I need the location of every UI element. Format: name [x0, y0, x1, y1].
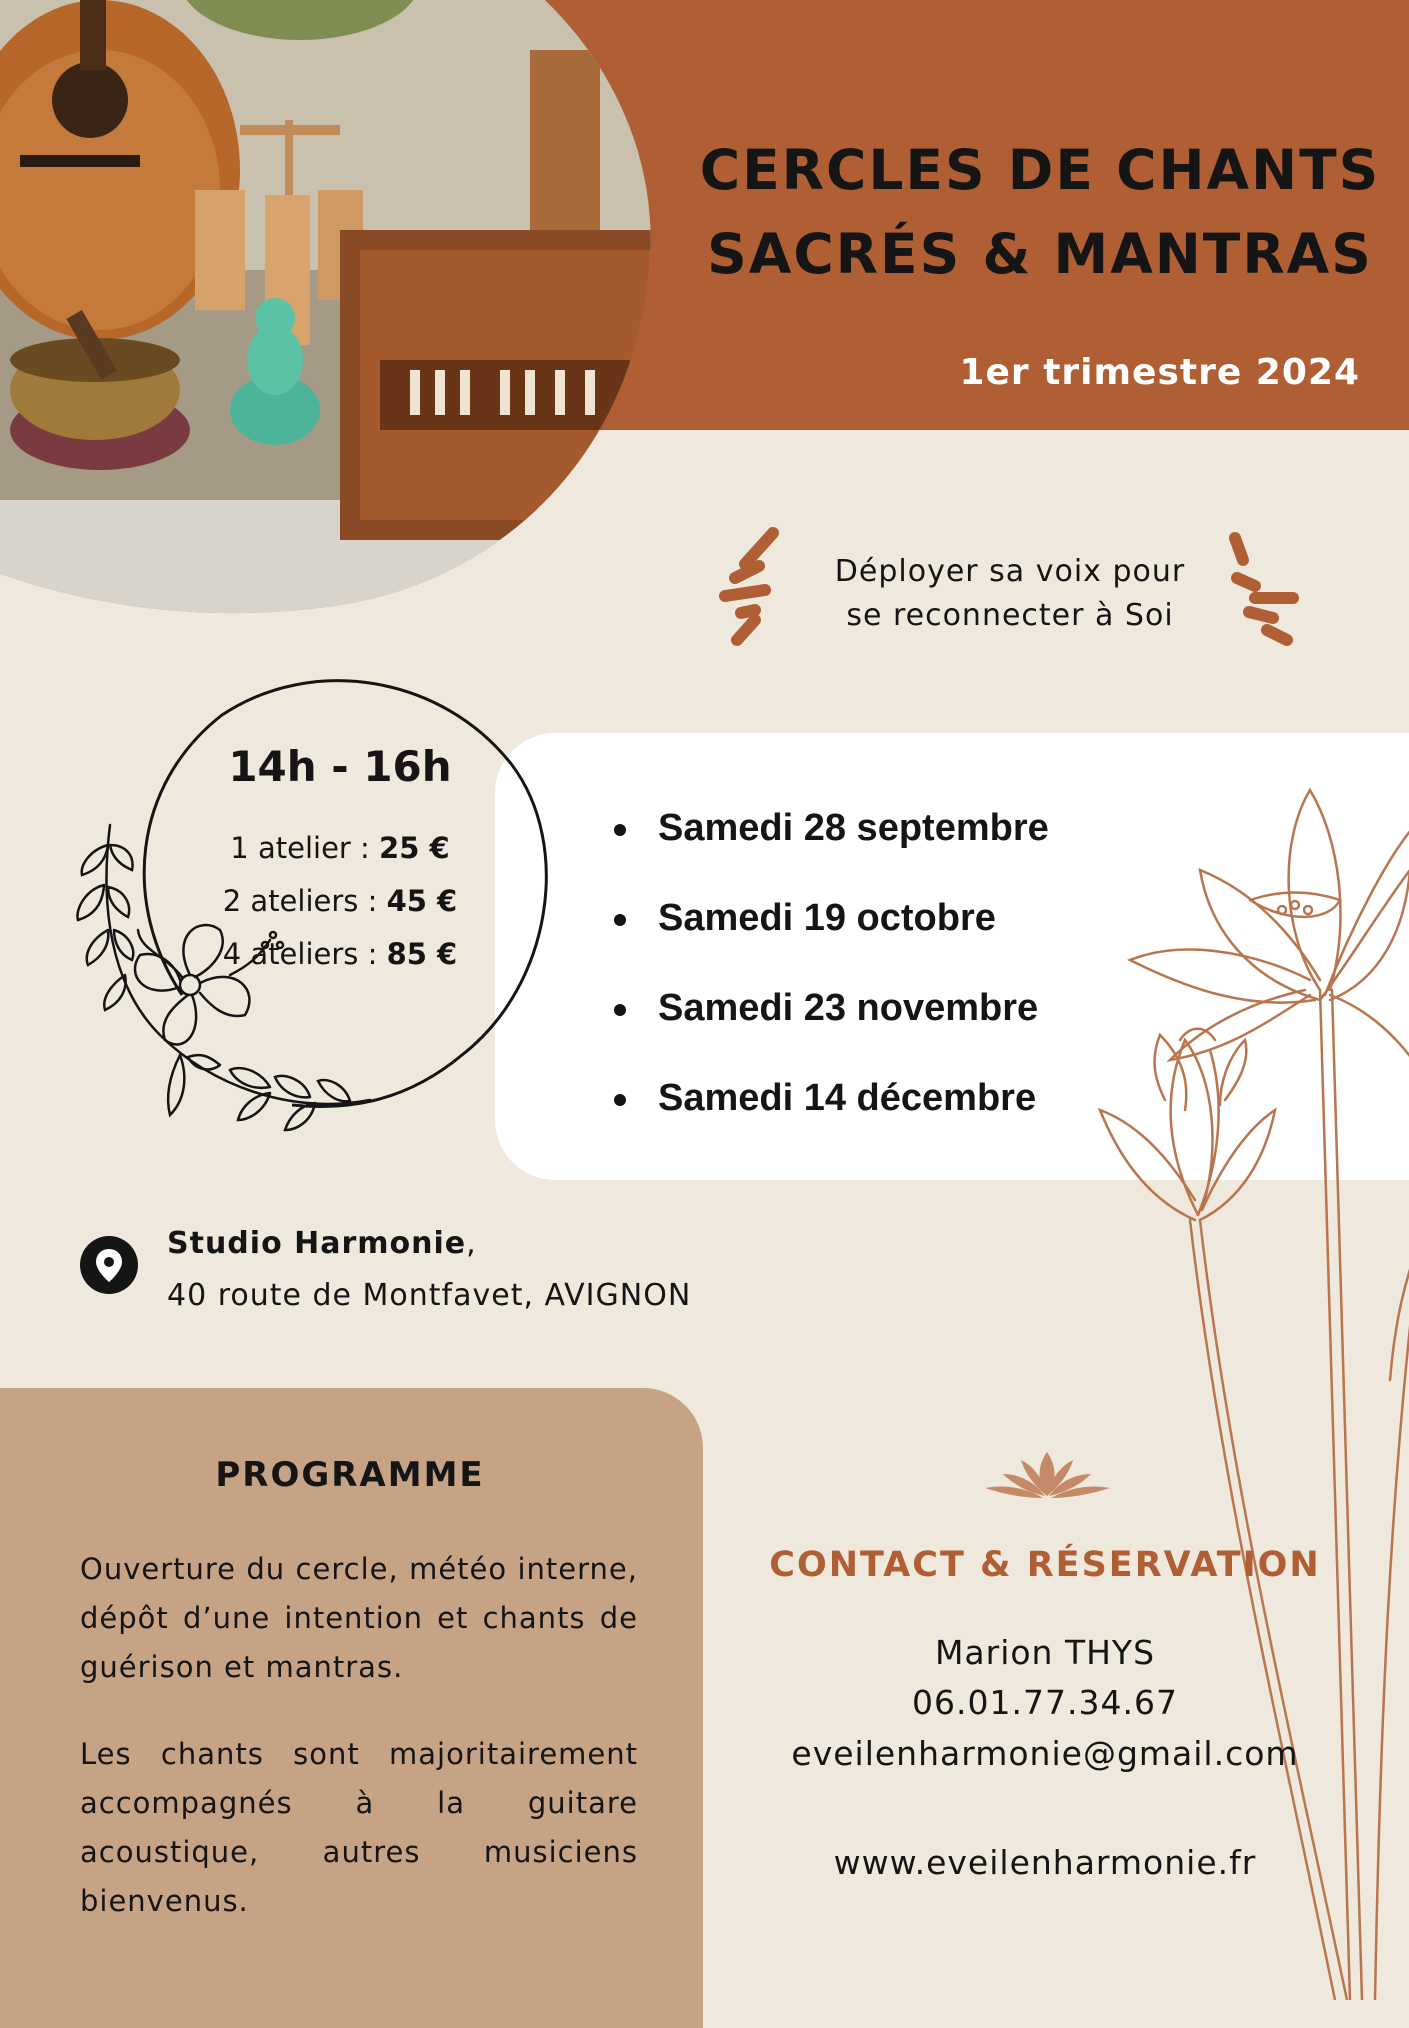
contact-phone[interactable]: 06.01.77.34.67 — [912, 1683, 1178, 1722]
venue-comma: , — [466, 1226, 477, 1261]
tagline — [790, 550, 1230, 638]
dates-list — [600, 796, 1049, 1156]
lotus-icon — [1050, 780, 1409, 2000]
programme-paragraph-1: Ouverture du cercle, météo interne, dépôt d’une intention et chants de guérison et mantras. — [80, 1552, 638, 1684]
venue-name-line — [167, 1218, 691, 1270]
contact-website[interactable]: www.eveilenharmonie.fr — [833, 1843, 1257, 1882]
instruments-photo — [0, 0, 675, 630]
map-pin-icon — [80, 1235, 138, 1295]
page-title — [690, 128, 1390, 296]
lotus-icon — [985, 1448, 1110, 1500]
floral-wreath-icon — [70, 815, 390, 1145]
contact-title: CONTACT & RÉSERVATION — [769, 1545, 1321, 1585]
tagline-line-2: se reconnecter à Soi — [846, 598, 1174, 633]
programme-paragraph-2: Les chants sont majoritairement accompagnés à la guitare acoustique, autres musiciens bienvenus. — [80, 1737, 638, 1918]
price-label: 2 ateliers : — [222, 884, 387, 918]
programme-title: PROGRAMME — [215, 1455, 485, 1495]
tagline-line-1: Déployer sa voix pour — [834, 554, 1186, 589]
contact-email[interactable]: eveilenharmonie@gmail.com — [791, 1734, 1299, 1773]
session-hours: 14h - 16h — [228, 742, 452, 791]
price-value: 25 € — [379, 831, 450, 865]
list-item: Samedi 23 novembre — [600, 976, 1049, 1066]
price-value: 45 € — [386, 884, 458, 918]
title-line-1: CERCLES DE CHANTS — [699, 138, 1381, 202]
venue-street: 40 route de Montfavet, AVIGNON — [167, 1278, 692, 1313]
list-item: Samedi 28 septembre — [600, 796, 1049, 886]
venue-name: Studio Harmonie — [167, 1226, 467, 1261]
price-label: 1 atelier : — [230, 831, 380, 865]
venue-address — [167, 1218, 691, 1322]
period-subtitle: 1er trimestre 2024 — [959, 352, 1360, 393]
list-item: Samedi 14 décembre — [600, 1066, 1049, 1156]
sparkle-icon — [1225, 528, 1305, 658]
price-value: 85 € — [386, 937, 458, 971]
contact-name: Marion THYS — [934, 1633, 1156, 1672]
list-item: Samedi 19 octobre — [600, 886, 1049, 976]
title-line-2: SACRÉS & MANTRAS — [707, 222, 1373, 286]
price-label: 4 ateliers : — [222, 937, 387, 971]
sparkle-icon — [715, 518, 795, 648]
